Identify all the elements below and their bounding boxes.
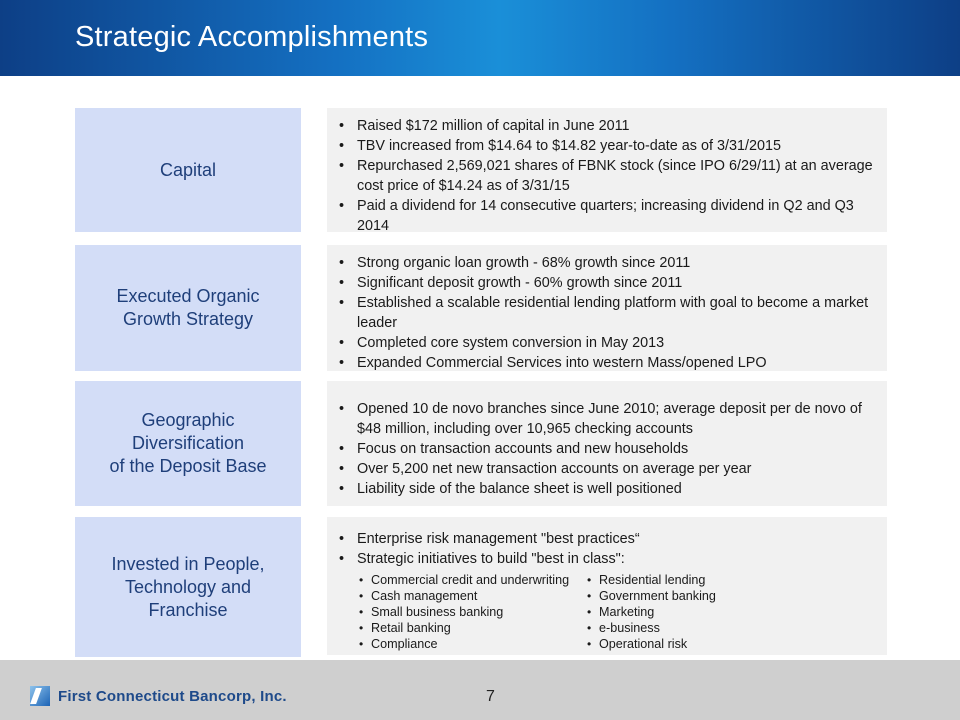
title-banner [0, 0, 960, 76]
section-content-people [327, 517, 887, 655]
sub-bullet-item: • Commercial credit and underwriting [359, 572, 587, 588]
sub-bullet-item: • Small business banking [359, 604, 587, 620]
sub-bullet-item: • Government banking [587, 588, 716, 604]
initiatives-left-list [359, 572, 587, 652]
label-line: of the Deposit Base [109, 456, 267, 476]
bullet-item: • TBV increased from $14.64 to $14.82 year-to-date as of 3/31/2015 [339, 136, 877, 156]
page-title: Strategic Accomplishments [75, 21, 429, 53]
section-content-geographic [327, 381, 887, 506]
bullet-item: • Paid a dividend for 14 consecutive quarters; increasing dividend in Q2 and Q3 2014 [339, 196, 877, 236]
section-content-capital [327, 108, 887, 232]
bullet-item: • Over 5,200 net new transaction accounts on average per year [339, 459, 877, 479]
bullet-item: • Expanded Commercial Services into western Mass/opened LPO [339, 353, 877, 373]
bullet-item: • Raised $172 million of capital in June 2011 [339, 116, 877, 136]
label-line: Capital [159, 159, 217, 180]
sub-bullet-item: • Retail banking [359, 620, 587, 636]
sub-bullet-item: • Marketing [587, 604, 716, 620]
label-line: Geographic [141, 410, 235, 430]
company-name: First Connecticut Bancorp, Inc. [58, 688, 287, 705]
label-line: Growth Strategy [122, 309, 254, 329]
sub-bullet-item: • e-business [587, 620, 716, 636]
label-line: Invested in People, [111, 553, 265, 574]
initiatives-right-list [587, 572, 716, 652]
sub-bullet-item: • Compliance [359, 636, 587, 652]
label-line: Franchise [148, 599, 228, 620]
bullet-item: • Liability side of the balance sheet is well positioned [339, 479, 877, 499]
label-line: Diversification [131, 433, 245, 453]
bullet-item: • Completed core system conversion in May 2013 [339, 333, 877, 353]
section-label-people [75, 517, 301, 657]
bullet-item: • Opened 10 de novo branches since June 2010; average deposit per de novo of $48 million, including over 10,965 checking accounts [339, 399, 877, 439]
sub-bullet-item: • Residential lending [587, 572, 716, 588]
bullet-item: • Established a scalable residential lending platform with goal to become a market leader [339, 293, 877, 333]
sub-bullet-item: • Cash management [359, 588, 587, 604]
label-line: Executed Organic [116, 286, 260, 306]
bullet-item: • Strong organic loan growth - 68% growth since 2011 [339, 253, 877, 273]
sub-bullet-item: • Operational risk [587, 636, 716, 652]
section-label-organic-growth [75, 245, 301, 371]
bullet-item: • Focus on transaction accounts and new households [339, 439, 877, 459]
bullet-item: • Repurchased 2,569,021 shares of FBNK stock (since IPO 6/29/11) at an average cost price of $14.24 as of 3/31/15 [339, 156, 877, 196]
bullet-item: • Significant deposit growth - 60% growth since 2011 [339, 273, 877, 293]
label-line: Technology and [124, 576, 252, 597]
bullet-item: • Strategic initiatives to build "best in class": [339, 549, 877, 569]
initiatives-columns [359, 572, 877, 652]
section-content-organic-growth [327, 245, 887, 371]
page-number: 7 [486, 688, 495, 705]
bullet-item: • Enterprise risk management "best practices“ [339, 529, 877, 549]
company-logo-icon [30, 686, 50, 706]
section-label-capital [75, 108, 301, 232]
section-label-geographic [75, 381, 301, 506]
